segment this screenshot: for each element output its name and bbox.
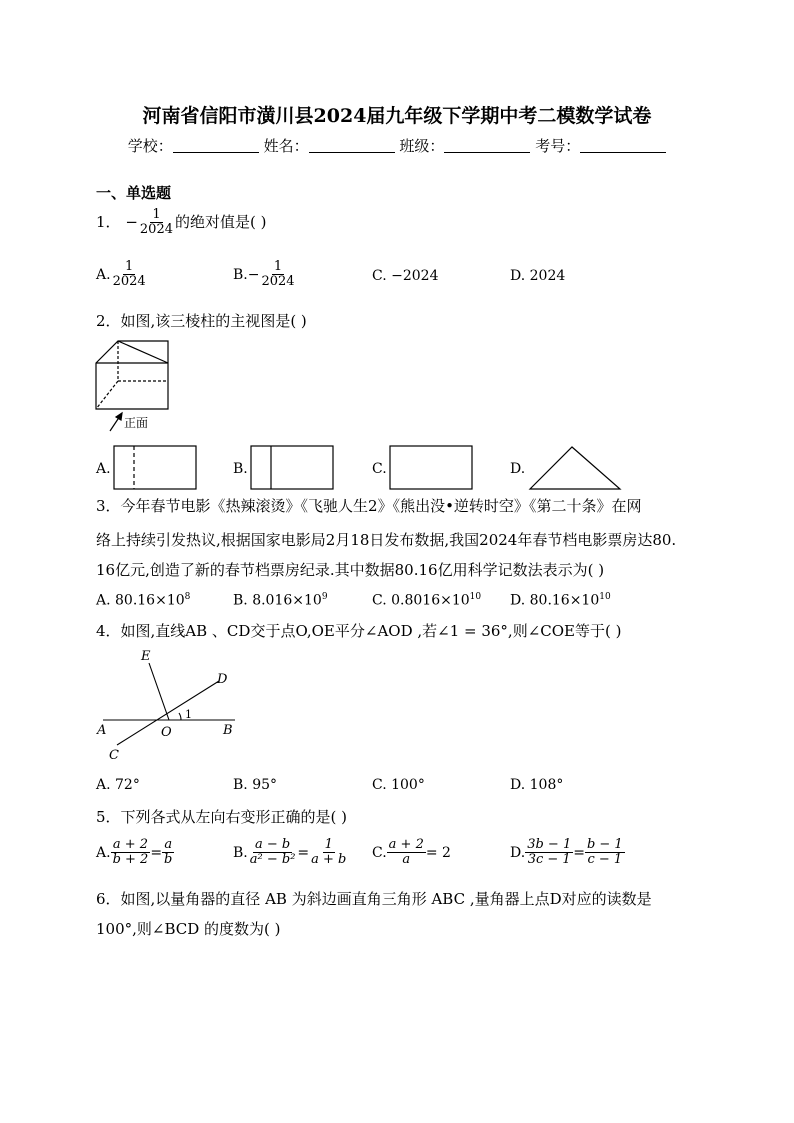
q2-option-b-label[interactable]: B. [233,461,248,477]
question-3-line-2: 络上持续引发热议,根据国家电影局2月18日发布数据,我国2024年春节档电影票房达80. [96,531,677,549]
angle-1-label: 1 [185,708,192,721]
q1-option-a[interactable]: A. $\frac{1}{2024}$ [96,259,146,290]
angle-figure [95,645,245,765]
q2-option-c-label[interactable]: C. [372,461,387,477]
q5-option-a[interactable]: A. $\frac{a + 2}{b + 2}$ = $\frac{a}{b}$ [96,837,173,868]
q2-option-a-label[interactable]: A. [96,461,111,477]
q2-option-c-figure[interactable] [389,445,475,491]
school-label: 学校： [127,137,173,155]
class-blank[interactable] [444,138,530,153]
label-o: O [161,725,172,740]
q4-option-b[interactable]: B. 95° [233,777,278,793]
q3-option-c[interactable]: C. $0.8016\times 10^{10}$ [372,592,482,609]
question-text: 的绝对值是( ) [175,212,267,231]
question-3-line-1: 3．今年春节电影《热辣滚烫》《飞驰人生2》《熊出没•逆转时空》《第二十条》在网 [96,497,642,515]
exam-no-label: 考号： [535,137,581,155]
q2-option-d-label[interactable]: D. [510,461,526,477]
q4-option-d[interactable]: D. 108° [510,777,564,793]
q5-option-c[interactable]: C. $\frac{a + 2}{a}$ = 2 [372,837,451,868]
name-blank[interactable] [309,138,395,153]
q2-option-b-figure[interactable] [250,445,336,491]
q3-option-b[interactable]: B. $8.016\times 10^9$ [233,592,328,609]
q4-option-c[interactable]: C. 100° [372,777,425,793]
question-4: 4．如图,直线AB 、CD交于点O,OE平分∠AOD ,若∠1 = 36°,则∠COE等于( ) [96,622,622,640]
q1-option-b[interactable]: B.− $\frac{1}{2024}$ [233,259,295,290]
school-blank[interactable] [173,138,259,153]
exam-no-blank[interactable] [580,138,666,153]
question-number: 1． [96,212,121,231]
label-d: D [217,672,228,687]
question-2: 2．如图,该三棱柱的主视图是( ) [96,312,307,330]
label-c: C [109,748,119,763]
class-label: 班级： [399,137,445,155]
q3-option-a[interactable]: A. $80.16\times 10^8$ [96,592,191,609]
q5-option-d[interactable]: D. $\frac{3b - 1}{3c - 1}$ = $\frac{b - 1}{c - 1}$ [510,837,623,868]
minus-sign: − [125,212,138,231]
student-info-line [0,135,794,156]
q4-option-a[interactable]: A. 72° [96,777,140,793]
page-title: 河南省信阳市潢川县2024届九年级下学期中考二模数学试卷 [142,105,652,127]
q1-option-c[interactable]: C. −2024 [372,268,439,284]
q2-option-d-figure[interactable] [528,445,624,491]
question-1 [96,208,266,238]
label-a: A [97,723,107,738]
label-b: B [223,723,233,738]
question-5: 5．下列各式从左向右变形正确的是( ) [96,808,348,826]
label-e: E [141,649,151,664]
question-6-line-1: 6．如图,以量角器的直径 AB 为斜边画直角三角形 ABC ,量角器上点D对应的读数是 [96,890,652,908]
q3-option-d[interactable]: D. $80.16\times 10^{10}$ [510,592,611,609]
q2-option-a-figure[interactable] [113,445,199,491]
name-label: 姓名： [263,137,309,155]
section-heading: 一、单选题 [96,184,172,202]
q5-option-b[interactable]: B. $\frac{a - b}{\text{a² − b²}}$ = $\frac{1}{a + b}$ [233,837,347,868]
fraction: $\frac{1}{2024}$ [139,207,173,238]
question-3-line-3: 16亿元,创造了新的春节档票房纪录.其中数据80.16亿用科学记数法表示为( ) [96,561,605,579]
question-6-line-2: 100°,则∠BCD 的度数为( ) [96,920,281,938]
front-view-label: 正面 [124,416,149,430]
q1-option-d[interactable]: D. 2024 [510,268,566,284]
